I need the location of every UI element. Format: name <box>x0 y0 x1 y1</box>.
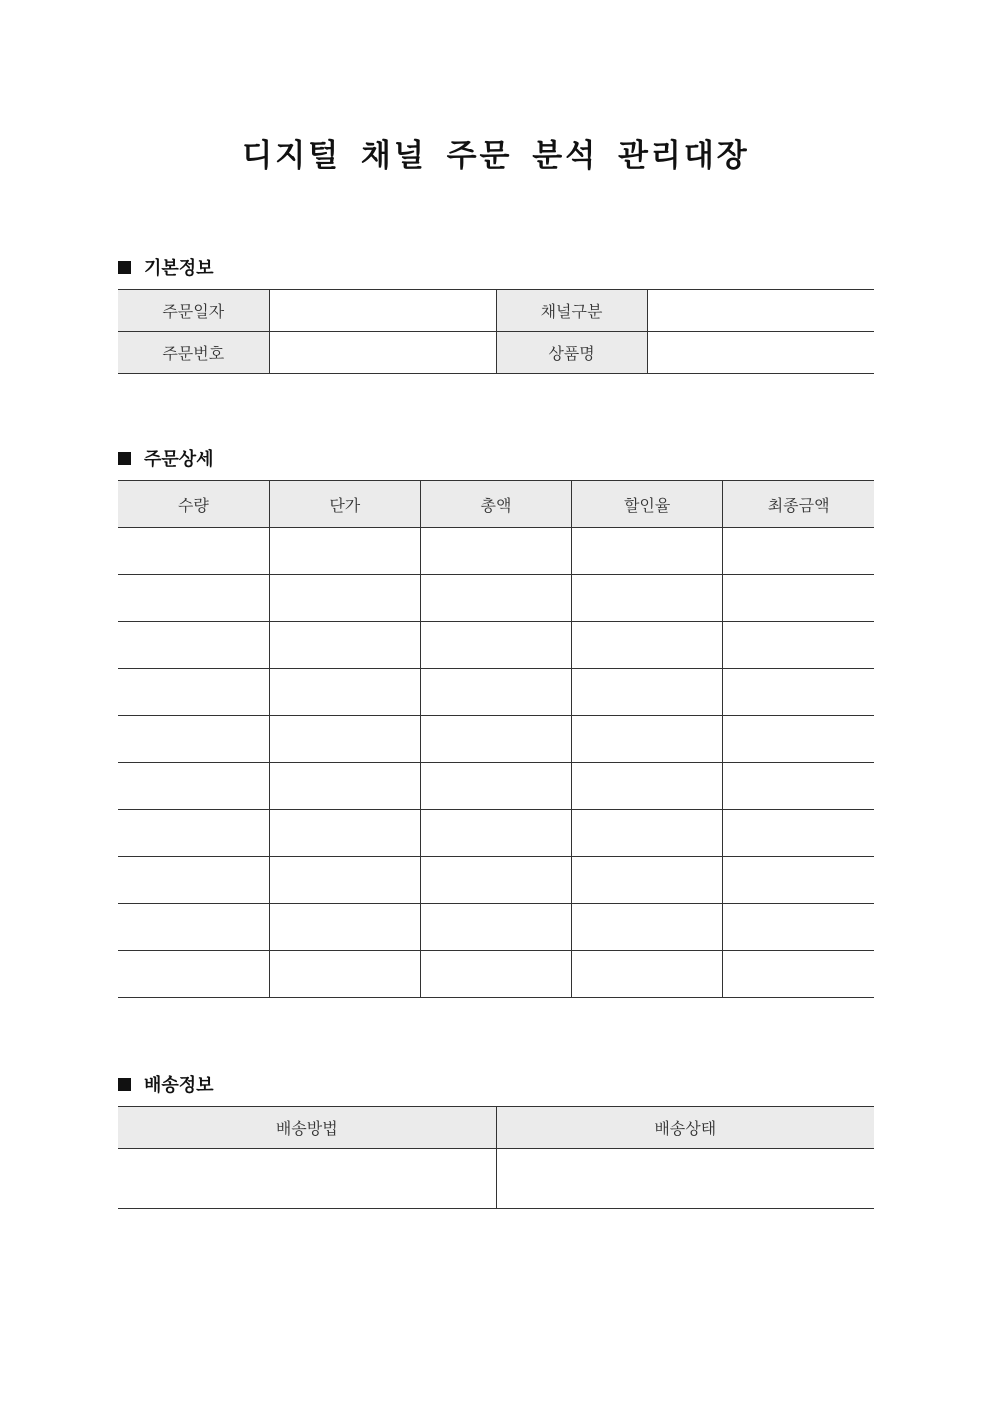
column-header-total: 총액 <box>420 481 571 528</box>
field-label-product-name: 상품명 <box>496 332 647 374</box>
order-detail-table <box>118 480 874 998</box>
table-row <box>118 810 874 857</box>
shipping-method-field[interactable] <box>118 1149 496 1209</box>
discount-rate-cell[interactable] <box>572 716 723 763</box>
shipping-info-table <box>118 1106 874 1209</box>
final-amount-cell[interactable] <box>723 904 874 951</box>
section-basic-info <box>118 254 214 280</box>
discount-rate-cell[interactable] <box>572 575 723 622</box>
total-cell[interactable] <box>420 904 571 951</box>
table-header-row <box>118 1107 874 1149</box>
product-name-field[interactable] <box>647 332 874 374</box>
quantity-cell[interactable] <box>118 810 269 857</box>
column-header-shipping-method: 배송방법 <box>118 1107 496 1149</box>
table-row <box>118 857 874 904</box>
table-row <box>118 1149 874 1209</box>
table-row <box>118 290 874 332</box>
discount-rate-cell[interactable] <box>572 904 723 951</box>
column-header-discount-rate: 할인율 <box>572 481 723 528</box>
final-amount-cell[interactable] <box>723 857 874 904</box>
section-heading: 주문상세 <box>144 449 214 470</box>
table-header-row <box>118 481 874 528</box>
table-row <box>118 622 874 669</box>
unit-price-cell[interactable] <box>269 857 420 904</box>
final-amount-cell[interactable] <box>723 575 874 622</box>
table-row <box>118 528 874 575</box>
final-amount-cell[interactable] <box>723 669 874 716</box>
total-cell[interactable] <box>420 951 571 998</box>
total-cell[interactable] <box>420 528 571 575</box>
column-header-final-amount: 최종금액 <box>723 481 874 528</box>
field-label-channel: 채널구분 <box>496 290 647 332</box>
table-row <box>118 904 874 951</box>
section-heading: 기본정보 <box>144 258 214 279</box>
table-row <box>118 575 874 622</box>
table-row <box>118 716 874 763</box>
column-header-shipping-status: 배송상태 <box>496 1107 874 1149</box>
field-label-order-date: 주문일자 <box>118 290 269 332</box>
column-header-unit-price: 단가 <box>269 481 420 528</box>
discount-rate-cell[interactable] <box>572 763 723 810</box>
quantity-cell[interactable] <box>118 622 269 669</box>
unit-price-cell[interactable] <box>269 716 420 763</box>
total-cell[interactable] <box>420 810 571 857</box>
quantity-cell[interactable] <box>118 857 269 904</box>
unit-price-cell[interactable] <box>269 622 420 669</box>
shipping-status-field[interactable] <box>496 1149 874 1209</box>
final-amount-cell[interactable] <box>723 951 874 998</box>
basic-info-table <box>118 289 874 374</box>
unit-price-cell[interactable] <box>269 810 420 857</box>
square-bullet-icon <box>118 1078 131 1091</box>
table-row <box>118 951 874 998</box>
total-cell[interactable] <box>420 763 571 810</box>
total-cell[interactable] <box>420 622 571 669</box>
final-amount-cell[interactable] <box>723 716 874 763</box>
channel-field[interactable] <box>647 290 874 332</box>
table-row <box>118 669 874 716</box>
discount-rate-cell[interactable] <box>572 528 723 575</box>
unit-price-cell[interactable] <box>269 575 420 622</box>
unit-price-cell[interactable] <box>269 951 420 998</box>
table-row <box>118 332 874 374</box>
quantity-cell[interactable] <box>118 763 269 810</box>
unit-price-cell[interactable] <box>269 669 420 716</box>
discount-rate-cell[interactable] <box>572 857 723 904</box>
quantity-cell[interactable] <box>118 951 269 998</box>
unit-price-cell[interactable] <box>269 763 420 810</box>
section-heading: 배송정보 <box>144 1075 214 1096</box>
column-header-quantity: 수량 <box>118 481 269 528</box>
total-cell[interactable] <box>420 575 571 622</box>
total-cell[interactable] <box>420 716 571 763</box>
final-amount-cell[interactable] <box>723 810 874 857</box>
final-amount-cell[interactable] <box>723 528 874 575</box>
field-label-order-number: 주문번호 <box>118 332 269 374</box>
discount-rate-cell[interactable] <box>572 810 723 857</box>
document-title: 디지털 채널 주문 분석 관리대장 <box>242 138 750 174</box>
square-bullet-icon <box>118 261 131 274</box>
quantity-cell[interactable] <box>118 669 269 716</box>
final-amount-cell[interactable] <box>723 763 874 810</box>
total-cell[interactable] <box>420 857 571 904</box>
quantity-cell[interactable] <box>118 528 269 575</box>
final-amount-cell[interactable] <box>723 622 874 669</box>
unit-price-cell[interactable] <box>269 528 420 575</box>
unit-price-cell[interactable] <box>269 904 420 951</box>
order-date-field[interactable] <box>269 290 496 332</box>
section-order-detail <box>118 445 214 471</box>
square-bullet-icon <box>118 452 131 465</box>
section-shipping-info <box>118 1071 214 1097</box>
quantity-cell[interactable] <box>118 904 269 951</box>
discount-rate-cell[interactable] <box>572 669 723 716</box>
table-row <box>118 763 874 810</box>
discount-rate-cell[interactable] <box>572 622 723 669</box>
discount-rate-cell[interactable] <box>572 951 723 998</box>
quantity-cell[interactable] <box>118 575 269 622</box>
total-cell[interactable] <box>420 669 571 716</box>
quantity-cell[interactable] <box>118 716 269 763</box>
order-number-field[interactable] <box>269 332 496 374</box>
